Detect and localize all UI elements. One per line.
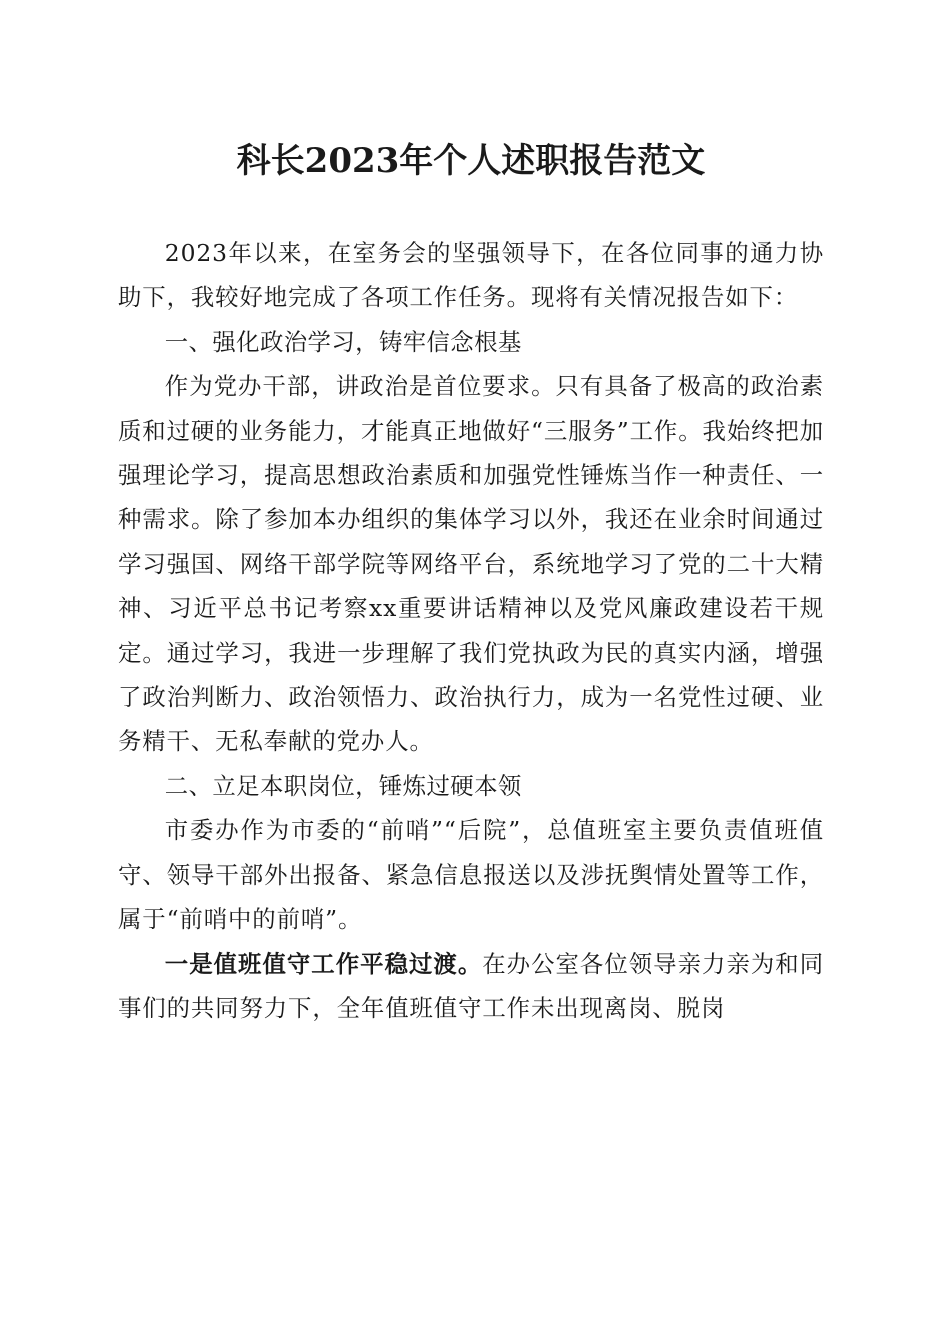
point-1-lead: 一是值班值守工作平稳过渡。 [164,949,483,978]
section-2-paragraph: 市委办作为市委的“前哨”“后院”，总值班室主要负责值班值守、领导干部外出报备、紧急信息报送以及涉抚舆情处置等工作，属于“前哨中的前哨”。 [118,816,824,934]
point-1-text: 在办公室各位领导亲力亲为和同事们的共同努力下，全年值班值守工作未出现离岗、脱岗 [118,949,824,1022]
intro-paragraph: 2023年以来，在室务会的坚强领导下，在各位同事的通力协助下，我较好地完成了各项工作任务。现将有关情况报告如下： [118,239,824,312]
document-title: 科长2023年个人述职报告范文 [236,141,706,181]
document-body [118,231,824,1030]
document-page [118,0,824,1344]
section-1-paragraph: 作为党办干部，讲政治是首位要求。只有具备了极高的政治素质和过硬的业务能力，才能真正地做好“三服务”工作。我始终把加强理论学习，提高思想政治素质和加强党性锤炼当作一种责任、一种需求。除了参加本办组织的集体学习以外，我还在业余时间通过学习强国、网络干部学院等网络平台，系统地学习了党的二十大精神、习近平总书记考察xx重要讲话精神以及党风廉政建设若干规定。通过学习，我进一步理解了我们党执政为民的真实内涵，增强了政治判断力、政治领悟力、政治执行力，成为一名党性过硬、业务精干、无私奉献的党办人。 [118,372,824,756]
section-1-heading: 一、强化政治学习，铸牢信念根基 [164,327,522,356]
section-2-point-1 [118,942,824,1031]
section-2-heading: 二、立足本职岗位，锤炼过硬本领 [164,771,522,800]
